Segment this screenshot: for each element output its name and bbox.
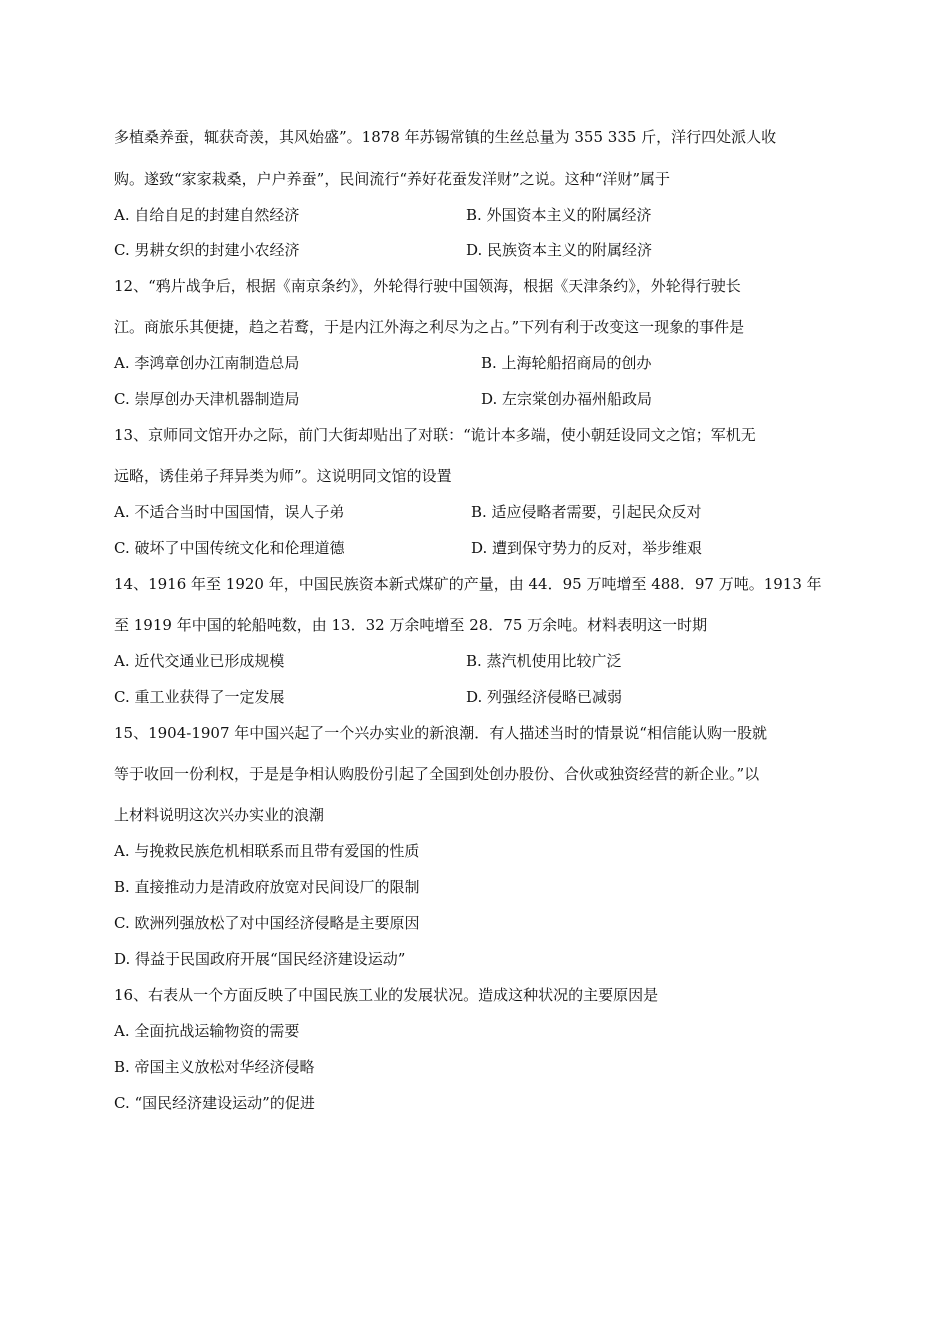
q11-options-row-2 [114, 240, 844, 260]
q13-option-c: C. 破坏了中国传统文化和伦理道德 [114, 539, 345, 557]
q14-option-d: D. 列强经济侵略已减弱 [466, 688, 623, 706]
q13-option-b: B. 适应侵略者需要，引起民众反对 [471, 503, 702, 521]
q16-option-b: B. 帝国主义放松对华经济侵略 [114, 1058, 315, 1076]
q14-option-c: C. 重工业获得了一定发展 [114, 688, 285, 706]
q15-stem-line-2: 等于收回一份利权，于是是争相认购股份引起了全国到处创办股份、合伙或独资经营的新企业。”以 [114, 765, 760, 783]
q12-stem-line-1: 12、“鸦片战争后，根据《南京条约》，外轮得行驶中国领海，根据《天津条约》，外轮得行驶长 [114, 277, 741, 295]
q16-option-a: A. 全面抗战运输物资的需要 [114, 1022, 300, 1040]
q12-option-a: A. 李鸿章创办江南制造总局 [114, 354, 300, 372]
q12-option-b: B. 上海轮船招商局的创办 [481, 354, 652, 372]
q16-stem-line-1: 16、右表从一个方面反映了中国民族工业的发展状况。造成这种状况的主要原因是 [114, 986, 659, 1004]
q11-options-row-1 [114, 205, 844, 225]
q11-option-b: B. 外国资本主义的附属经济 [466, 206, 652, 224]
q12-options-row-2 [114, 389, 844, 409]
q14-stem-line-1: 14、1916 年至 1920 年，中国民族资本新式煤矿的产量，由 44．95 万吨增至 488．97 万吨。1913 年 [114, 575, 822, 593]
q15-stem-line-1: 15、1904-1907 年中国兴起了一个兴办实业的新浪潮．有人描述当时的情景说“相信能认购一股就 [114, 724, 767, 742]
q15-stem-line-3: 上材料说明这次兴办实业的浪潮 [114, 806, 325, 824]
q13-options-row-1 [114, 502, 844, 522]
q13-stem-line-1: 13、京师同文馆开办之际，前门大街却贴出了对联：“诡计本多端，使小朝廷设同文之馆；军机无 [114, 426, 756, 444]
q15-option-b: B. 直接推动力是清政府放宽对民间设厂的限制 [114, 878, 420, 896]
q12-options-row-1 [114, 353, 844, 373]
q11-stem-line-1: 多植桑养蚕，辄获奇羡，其风始盛”。1878 年苏锡常镇的生丝总量为 355 335 斤，洋行四处派人收 [114, 128, 777, 146]
q11-option-a: A. 自给自足的封建自然经济 [114, 206, 300, 224]
q14-options-row-2 [114, 687, 844, 707]
q15-option-a: A. 与挽救民族危机相联系而且带有爱国的性质 [114, 842, 420, 860]
q16-option-c: C. “国民经济建设运动”的促进 [114, 1094, 315, 1112]
q14-stem-line-2: 至 1919 年中国的轮船吨数，由 13．32 万余吨增至 28．75 万余吨。材料表明这一时期 [114, 616, 708, 634]
q15-option-d: D. 得益于民国政府开展“国民经济建设运动” [114, 950, 406, 968]
q12-option-d: D. 左宗棠创办福州船政局 [481, 390, 653, 408]
q11-option-d: D. 民族资本主义的附属经济 [466, 241, 653, 259]
q14-option-a: A. 近代交通业已形成规模 [114, 652, 285, 670]
q12-stem-line-2: 江。商旅乐其便捷，趋之若鹜，于是内江外海之利尽为之占。”下列有利于改变这一现象的事件是 [114, 318, 745, 336]
q15-option-c: C. 欧洲列强放松了对中国经济侵略是主要原因 [114, 914, 420, 932]
q13-stem-line-2: 远略，诱佳弟子拜异类为师”。这说明同文馆的设置 [114, 467, 452, 485]
q13-options-row-2 [114, 538, 844, 558]
q13-option-d: D. 遭到保守势力的反对，举步维艰 [471, 539, 703, 557]
q11-option-c: C. 男耕女织的封建小农经济 [114, 241, 300, 259]
q13-option-a: A. 不适合当时中国国情，误人子弟 [114, 503, 345, 521]
q14-option-b: B. 蒸汽机使用比较广泛 [466, 652, 622, 670]
q11-stem-line-2: 购。遂致“家家栽桑，户户养蚕”，民间流行“养好花蚕发洋财”之说。这种“洋财”属于 [114, 170, 671, 188]
q14-options-row-1 [114, 651, 844, 671]
q12-option-c: C. 崇厚创办天津机器制造局 [114, 390, 300, 408]
